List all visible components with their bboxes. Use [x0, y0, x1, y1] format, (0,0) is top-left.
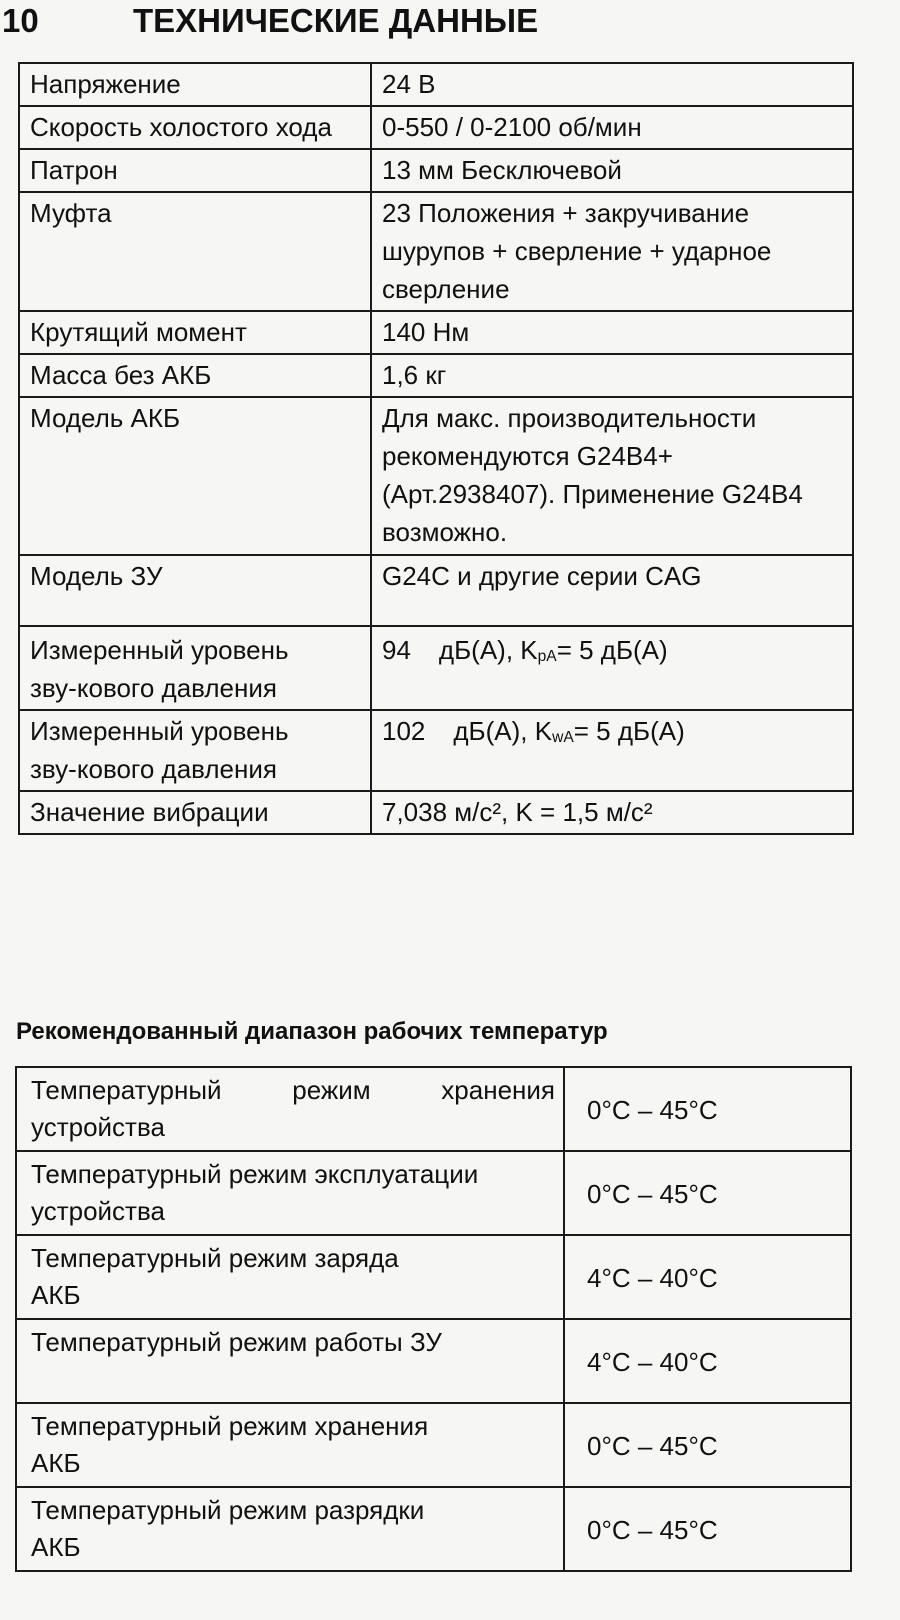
spec-label: Значение вибрации: [19, 791, 371, 834]
table-row: [16, 1487, 851, 1571]
table-row: [19, 149, 853, 192]
spec-label: Измеренный уровень зву-кового давления: [19, 626, 371, 710]
section-number: 10: [2, 2, 39, 39]
table-row: [19, 626, 853, 710]
table-row: [19, 791, 853, 834]
table-row: [16, 1151, 851, 1235]
spec-value: 24 В: [371, 63, 853, 106]
section-title: ТЕХНИЧЕСКИЕ ДАННЫЕ: [133, 2, 539, 39]
spec-value: Для макс. производительности рекомендуются G24B4+ (Арт.2938407). Применение G24B4 возможно.: [371, 397, 853, 555]
table-row: [16, 1067, 851, 1151]
spec-label: Патрон: [19, 149, 371, 192]
spec-label: Модель ЗУ: [19, 555, 371, 626]
table-row: [19, 710, 853, 791]
temp-label: Температурный режим заряда АКБ: [16, 1235, 564, 1319]
spec-label: Муфта: [19, 192, 371, 311]
spec-value: 1,6 кг: [371, 354, 853, 397]
temp-value: 0°C – 45°C: [564, 1067, 851, 1151]
spec-value: 0-550 / 0-2100 об/мин: [371, 106, 853, 149]
temp-value: 4°C – 40°C: [564, 1235, 851, 1319]
table-row: [19, 311, 853, 354]
spec-label: Крутящий момент: [19, 311, 371, 354]
table-row: [19, 354, 853, 397]
specs-table: [18, 62, 854, 835]
table-row: [19, 192, 853, 311]
temp-value: 0°C – 45°C: [564, 1403, 851, 1487]
spec-value: 7,038 м/с², K = 1,5 м/с²: [371, 791, 853, 834]
spec-label: Скорость холостого хода: [19, 106, 371, 149]
temp-value: 0°C – 45°C: [564, 1487, 851, 1571]
table-row: [16, 1403, 851, 1487]
temp-value: 4°C – 40°C: [564, 1319, 851, 1403]
table-row: [19, 555, 853, 626]
spec-value: 102 дБ(А), $K_{wA}= 5$ дБ(А): [371, 710, 853, 791]
spec-label: Модель АКБ: [19, 397, 371, 555]
spec-label: Масса без АКБ: [19, 354, 371, 397]
temperature-table: [15, 1066, 852, 1572]
temp-label: Температурный режим хранения АКБ: [16, 1403, 564, 1487]
spec-value: 13 мм Бесключевой: [371, 149, 853, 192]
spec-value: 140 Нм: [371, 311, 853, 354]
table-row: [19, 106, 853, 149]
temp-value: 0°C – 45°C: [564, 1151, 851, 1235]
temp-label: Температурный режим разрядки АКБ: [16, 1487, 564, 1571]
table-row: [16, 1319, 851, 1403]
spec-label: Измеренный уровень зву-кового давления: [19, 710, 371, 791]
spec-value: G24C и другие серии CAG: [371, 555, 853, 626]
temp-label: Температурный режим эксплуатации устройства: [16, 1151, 564, 1235]
temperature-heading: Рекомендованный диапазон рабочих температур: [16, 1018, 608, 1045]
table-row: [16, 1235, 851, 1319]
spec-label: Напряжение: [19, 63, 371, 106]
temp-label: Температурный режим хранения устройства: [16, 1067, 564, 1151]
spec-value: 23 Положения + закручивание шурупов + сверление + ударное сверление: [371, 192, 853, 311]
table-row: [19, 63, 853, 106]
table-row: [19, 397, 853, 555]
temp-label: Температурный режим работы ЗУ: [16, 1319, 564, 1403]
spec-value: 94 дБ(А), $K_{pA}= 5$ дБ(А): [371, 626, 853, 710]
